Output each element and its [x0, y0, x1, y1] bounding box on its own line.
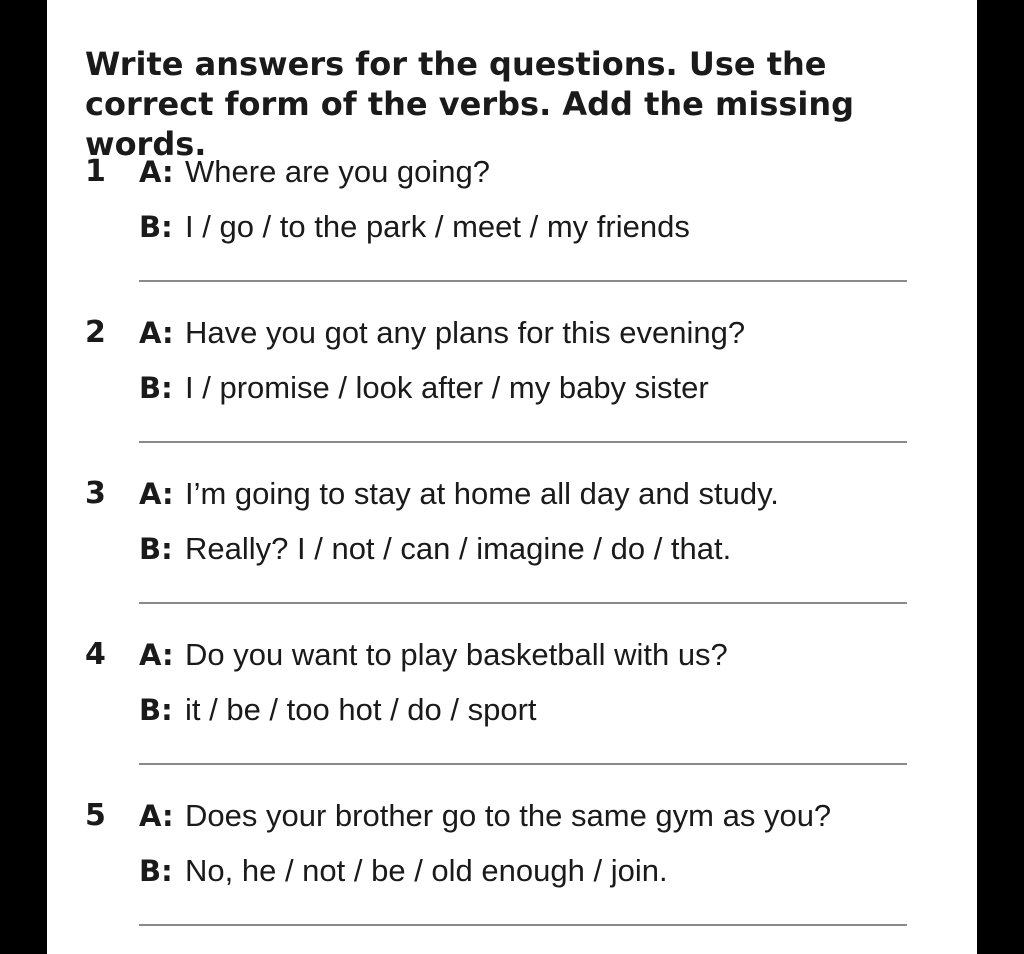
exercise-item — [47, 635, 977, 797]
item-number: 2 — [85, 315, 106, 350]
line-b — [139, 851, 668, 891]
exercise-item — [47, 474, 977, 636]
speaker-label: A: — [139, 799, 174, 833]
speaker-label: A: — [139, 638, 174, 672]
answer-line[interactable] — [139, 924, 907, 926]
prompt-text: it / be / too hot / do / sport — [185, 692, 537, 727]
line-b — [139, 368, 709, 408]
line-b — [139, 207, 690, 247]
speaker-label: B: — [139, 854, 173, 888]
question-text: Do you want to play basketball with us? — [185, 637, 728, 672]
item-number: 5 — [85, 798, 106, 833]
line-a — [139, 152, 490, 192]
speaker-label: B: — [139, 532, 173, 566]
prompt-text: Really? I / not / can / imagine / do / that. — [185, 531, 732, 566]
exercise-item — [47, 796, 977, 954]
prompt-text: I / go / to the park / meet / my friends — [185, 209, 690, 244]
line-a — [139, 635, 728, 675]
line-b — [139, 529, 731, 569]
answer-line[interactable] — [139, 280, 907, 282]
line-a — [139, 313, 745, 353]
question-text: Have you got any plans for this evening? — [185, 315, 746, 350]
prompt-text: I / promise / look after / my baby sister — [185, 370, 709, 405]
question-text: I’m going to stay at home all day and study. — [185, 476, 779, 511]
speaker-label: A: — [139, 316, 174, 350]
item-number: 4 — [85, 637, 106, 672]
exercise-item — [47, 313, 977, 475]
speaker-label: B: — [139, 371, 173, 405]
answer-line[interactable] — [139, 441, 907, 443]
speaker-label: B: — [139, 210, 173, 244]
answer-line[interactable] — [139, 602, 907, 604]
question-text: Does your brother go to the same gym as you? — [185, 798, 832, 833]
item-number: 1 — [85, 154, 106, 189]
line-a — [139, 474, 779, 514]
worksheet-page — [47, 0, 977, 954]
line-a — [139, 796, 831, 836]
instructions: Write answers for the questions. Use the correct form of the verbs. Add the missing words. — [85, 45, 855, 163]
line-b — [139, 690, 537, 730]
item-number: 3 — [85, 476, 106, 511]
answer-line[interactable] — [139, 763, 907, 765]
speaker-label: A: — [139, 477, 174, 511]
speaker-label: B: — [139, 693, 173, 727]
prompt-text: No, he / not / be / old enough / join. — [185, 853, 668, 888]
speaker-label: A: — [139, 155, 174, 189]
exercise-item — [47, 152, 977, 314]
question-text: Where are you going? — [185, 154, 491, 189]
